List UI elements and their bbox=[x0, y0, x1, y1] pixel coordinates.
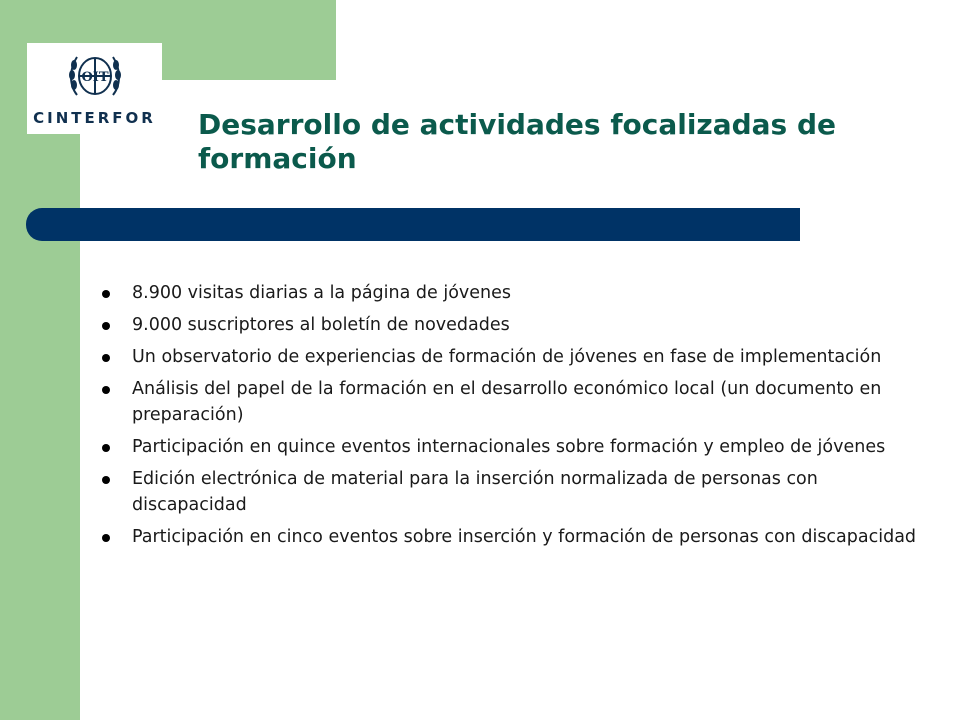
bullet-dot-icon bbox=[102, 322, 110, 330]
bullet-text: Un observatorio de experiencias de formación de jóvenes en fase de implementación bbox=[132, 347, 882, 367]
bullet-list bbox=[102, 280, 922, 556]
bullet-item bbox=[102, 376, 922, 428]
bullet-item bbox=[102, 312, 922, 338]
bullet-item bbox=[102, 344, 922, 370]
logo-wordmark: CINTERFOR bbox=[33, 109, 156, 127]
bullet-dot-icon bbox=[102, 290, 110, 298]
logo-emblem-text: OIT bbox=[81, 70, 109, 85]
bullet-text: Participación en quince eventos internacionales sobre formación y empleo de jóvenes bbox=[132, 437, 886, 457]
oit-laurel-globe-icon bbox=[63, 45, 127, 109]
bullet-item bbox=[102, 434, 922, 460]
bullet-dot-icon bbox=[102, 386, 110, 394]
bullet-item bbox=[102, 524, 922, 550]
bullet-text: Participación en cinco eventos sobre inserción y formación de personas con discapacidad bbox=[132, 527, 917, 547]
title-divider-bar bbox=[26, 208, 800, 241]
cinterfor-logo bbox=[27, 43, 162, 134]
bullet-text: Análisis del papel de la formación en el desarrollo económico local (un documento en preparación) bbox=[132, 379, 882, 425]
bullet-text: 8.900 visitas diarias a la página de jóvenes bbox=[132, 283, 512, 303]
bullet-text: 9.000 suscriptores al boletín de novedades bbox=[132, 315, 510, 335]
bullet-text: Edición electrónica de material para la inserción normalizada de personas con discapacidad bbox=[132, 469, 818, 515]
slide-title: Desarrollo de actividades focalizadas de formación bbox=[198, 108, 836, 175]
bullet-dot-icon bbox=[102, 534, 110, 542]
bullet-dot-icon bbox=[102, 476, 110, 484]
bullet-item bbox=[102, 466, 922, 518]
bullet-dot-icon bbox=[102, 354, 110, 362]
bullet-dot-icon bbox=[102, 444, 110, 452]
bullet-item bbox=[102, 280, 922, 306]
